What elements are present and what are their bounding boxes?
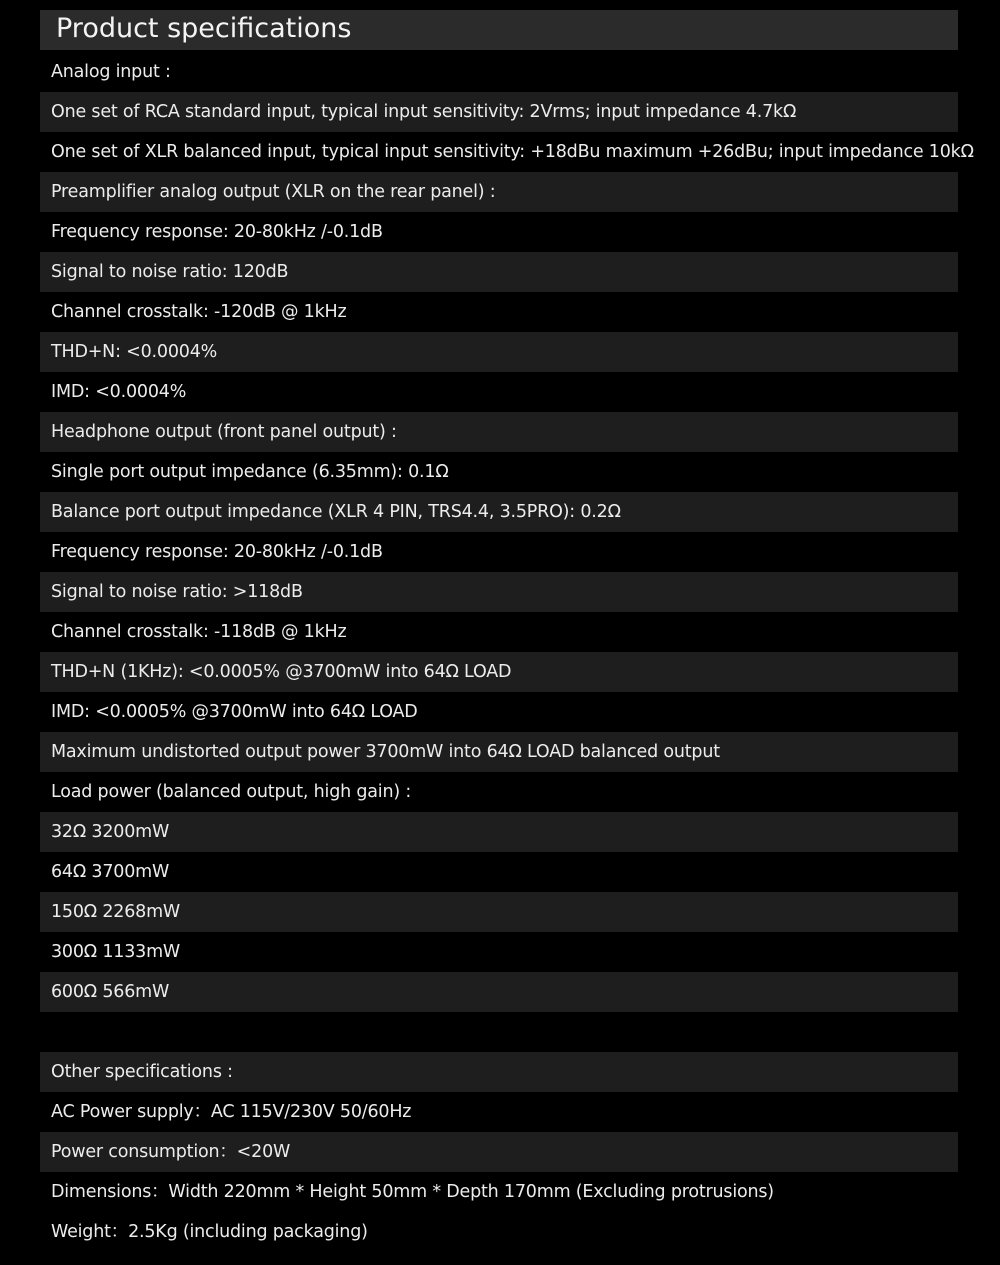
spec-row: Signal to noise ratio: 120dB — [40, 252, 958, 292]
spec-row: Channel crosstalk: -118dB @ 1kHz — [51, 622, 347, 642]
spec-row: One set of XLR balanced input, typical input sensitivity: +18dBu maximum +26dBu; input impedance 10kΩ — [51, 142, 974, 162]
spec-row: THD+N: <0.0004% — [40, 332, 958, 372]
spec-row: IMD: <0.0004% — [51, 382, 187, 402]
spec-row: 150Ω 2268mW — [40, 892, 958, 932]
spec-row: Channel crosstalk: -120dB @ 1kHz — [51, 302, 347, 322]
spec-row: Weight：2.5Kg (including packaging) — [51, 1222, 368, 1242]
spec-row: Load power (balanced output, high gain) : — [51, 782, 412, 802]
spec-row: Single port output impedance (6.35mm): 0.1Ω — [51, 462, 449, 482]
spec-row: Maximum undistorted output power 3700mW into 64Ω LOAD balanced output — [40, 732, 958, 772]
spec-row: Signal to noise ratio: >118dB — [40, 572, 958, 612]
spec-row: Headphone output (front panel output) : — [40, 412, 958, 452]
spec-row: 600Ω 566mW — [40, 972, 958, 1012]
spec-row: Dimensions：Width 220mm * Height 50mm * Depth 170mm (Excluding protrusions) — [51, 1182, 774, 1202]
spec-row: IMD: <0.0005% @3700mW into 64Ω LOAD — [51, 702, 418, 722]
spec-row: Preamplifier analog output (XLR on the rear panel) : — [40, 172, 958, 212]
spec-row: Frequency response: 20-80kHz /-0.1dB — [51, 542, 383, 562]
spec-row: 300Ω 1133mW — [51, 942, 181, 962]
spec-row: AC Power supply：AC 115V/230V 50/60Hz — [51, 1102, 412, 1122]
spec-row: 64Ω 3700mW — [51, 862, 170, 882]
page-title: Product specifications — [40, 10, 958, 50]
spec-row: Frequency response: 20-80kHz /-0.1dB — [51, 222, 383, 242]
spec-row: One set of RCA standard input, typical input sensitivity: 2Vrms; input impedance 4.7kΩ — [40, 92, 958, 132]
spec-row: Balance port output impedance (XLR 4 PIN, TRS4.4, 3.5PRO): 0.2Ω — [40, 492, 958, 532]
spec-list-main — [40, 52, 974, 1012]
spec-row: Analog input : — [51, 62, 171, 82]
spec-sheet — [40, 10, 974, 1252]
section-spacer — [40, 1012, 958, 1052]
spec-list-other — [40, 1052, 958, 1252]
spec-row: Power consumption：<20W — [40, 1132, 958, 1172]
spec-row: Other specifications : — [40, 1052, 958, 1092]
spec-row: 32Ω 3200mW — [40, 812, 958, 852]
spec-row: THD+N (1KHz): <0.0005% @3700mW into 64Ω LOAD — [40, 652, 958, 692]
